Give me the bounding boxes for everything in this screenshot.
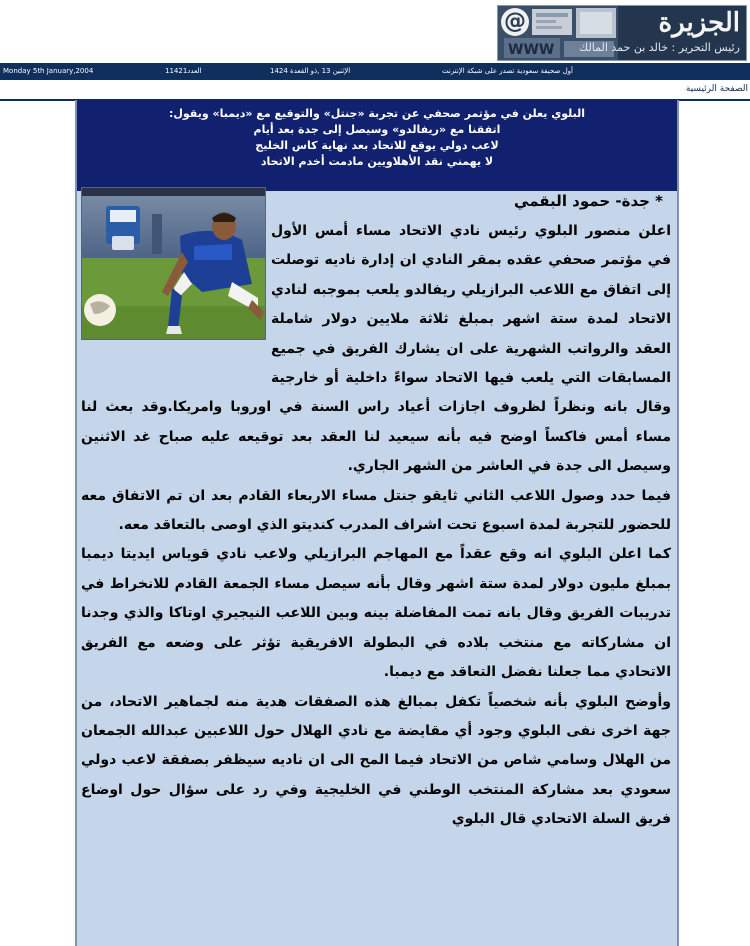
- hijri-date: الإثنين 13 ,ذو القعدة 1424: [270, 67, 351, 75]
- headline-4: لا يهمني نقد الأهلاويين مادمت أخدم الاتحاد: [260, 155, 494, 168]
- headline-3: لاعب دولي يوقع للاتحاد بعد نهاية كاس الخليج: [255, 139, 499, 152]
- headline-1: البلوي يعلن في مؤتمر صحفي عن تجربة «جنتل» والتوقيع مع «ديمبا» ويقول:: [168, 107, 586, 120]
- article-paragraph-3: كما اعلن البلوي انه وقع عقداً مع المهاجم البرازيلي ولاعب نادي قوياس ايديتا ديمبا بمبلغ مليون دولار لمدة ستة اشهر وقال بأنه سيصل مساء الجمعة القادم للانخراط في تدريبات الفريق وقال بانه تمت المفاضلة بينه وبين اللاعب النيجيري اوتاكا والذي وجدنا ان مشاركاته مع منتخب بلاده في البطولة الافريقية تؤثر على وضعه مع الفريق الاتحادي مما جعلنا نفضل التعاقد مع ديمبا.: [81, 546, 671, 681]
- site-name: الجزيرة: [658, 8, 740, 38]
- issue-number: العدد11421: [165, 67, 202, 75]
- article-paragraph-1: اعلن منصور البلوي رئيس نادي الاتحاد مساء أمس الأول في مؤتمر صحفي عقده بمقر النادي ان إدارة ناديه توصلت إلى اتفاق مع اللاعب البرازيلي ريفالدو يلعب بموجبه لنادي الاتحاد لمدة ستة اشهر بمبلغ ثلاثة ملايين دولار شاملة العقد والرواتب الشهرية على ان يشارك الفريق في جميع المسابقات التي يلعب فيها الاتحاد سواءً داخلية أو خارجية وقال بانه ونظراً لظروف اجازات أعياد راس السنة في اوروبا وامريكا.وقد بعث لنا مساء أمس فاكساً اوضح فيه بأنه سيعيد لنا العقد بعد توقيعه عليه صباح غد الاثنين وسيصل الى جدة في العاشر من الشهر الجاري.: [81, 223, 671, 475]
- article-paragraph-2: فيما حدد وصول اللاعب الثاني ثايقو جنتل مساء الاربعاء القادم بعد ان تم الاتفاق معه للحضور للتجربة لمدة اسبوع تحت اشراف المدرب كنديتو الذي اوصى بالتعاقد معه.: [81, 487, 671, 534]
- headline-box: [77, 100, 677, 191]
- site-tagline: أول صحيفة سعودية تصدر على شبكة الإنترنت: [442, 67, 573, 75]
- nav-bar: [0, 79, 750, 101]
- editor-in-chief: رئيس التحرير : خالد بن حمد المالك: [579, 41, 740, 54]
- article-body: [81, 217, 671, 835]
- photo-spacer: [81, 217, 271, 367]
- english-date: Monday 5th January,2004: [3, 67, 94, 75]
- article-paragraph-4: وأوضح البلوي بأنه شخصياً تكفل بمبالغ هذه الصفقات هدية منه لجماهير الاتحاد، من جهة اخرى نفى البلوي وجود أي مقايضة مع نادي الهلال حول اللاعبين عبدالله الجمعان من الهلال وسامي شاص من الاتحاد فيما المح الى ان ناديه سيظفر بصفقة لاعب دولي سعودي بعد مشاركة المنتخب الوطني في الخليجية وفي رد على سؤال حول اوضاع فريق السلة الاتحادي قال البلوي: [81, 693, 671, 828]
- at-sign-icon: @: [501, 8, 529, 36]
- home-link[interactable]: الصفحة الرئيسية: [685, 84, 748, 94]
- svg-text:WWW: WWW: [508, 42, 555, 58]
- headline-2: اتفقنا مع «ريفالدو» وسيصل إلى جدة بعد أيام: [253, 123, 501, 136]
- date-bar: [0, 63, 750, 79]
- article-frame: [75, 100, 679, 946]
- site-logo[interactable]: [497, 5, 747, 61]
- site-header: [0, 0, 750, 64]
- article-author: * جدة- حمود البقمي: [514, 192, 663, 210]
